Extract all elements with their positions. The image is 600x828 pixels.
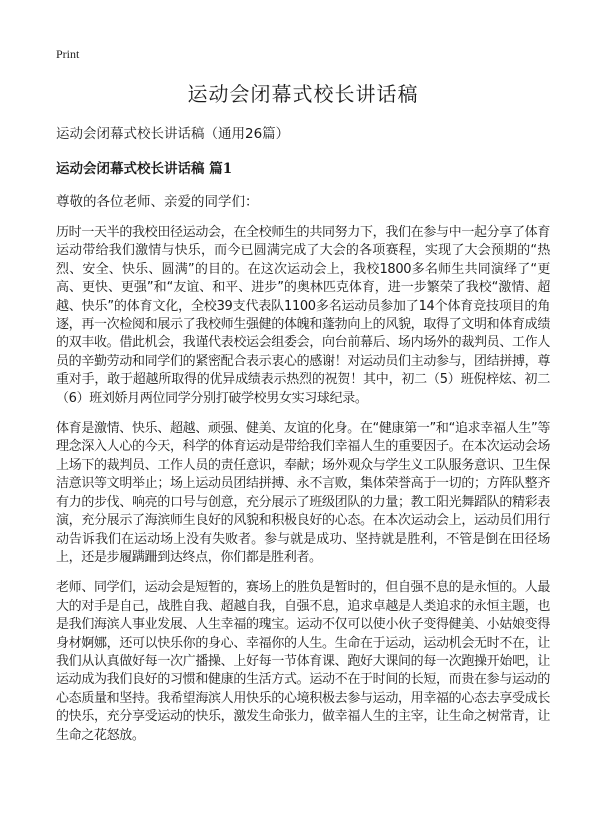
body-paragraph-3: 老师、同学们，运动会是短暂的，赛场上的胜负是暂时的，但自强不息的是永恒的。人最大的对手是自己，战胜自我、超越自我，自强不息，追求卓越是人类追求的永恒主题，也是我们海滨人事业发展、人生幸福的瑰宝。运动不仅可以使小伙子变得健美、小姑娘变得身材婀娜，还可以快乐你的身心、幸福你的人生。生命在于运动，运动机会无时不在，让我们从认真做好每一次广播操、上好每一节体育课、跑好大课间的每一次跑操开始吧，让运动成为我们良好的习惯和健康的生活方式。运动不在于时间的长短，而贵在参与运动的心态质量和坚持。我希望海滨人用快乐的心境积极去参与运动，用幸福的心态去享受成长的快乐，充分享受运动的快乐，激发生命张力，做幸福人生的主宰，让生命之树常青，让生命之花怒放。 (56, 580, 550, 743)
print-label[interactable]: Print (56, 47, 80, 61)
document-subtitle: 运动会闭幕式校长讲话稿（通用26篇） (56, 126, 290, 142)
page-title: 运动会闭幕式校长讲话稿 (187, 82, 419, 106)
body-paragraph-2: 体育是激情、快乐、超越、顽强、健美、友谊的化身。在“健康第一”和“追求幸福人生”等理念深入人心的今天，科学的体育运动是带给我们幸福人生的重要因子。在本次运动会场上场下的裁判员、工作人员的责任意识，奉献；场外观众与学生义工队服务意识、卫生保洁意识等文明举止；场上运动员团结拼搏、永不言败，集体荣誉高于一切的；方阵队整齐有力的步伐、响亮的口号与创意，充分展示了班级团队的力量；教工阳光舞蹈队的精彩表演，充分展示了海滨师生良好的风貌和积极良好的心态。在本次运动会上，运动员们用行动告诉我们在运动场上没有失败者。参与就是成功、坚持就是胜利，不管是倒在田径场上，还是步履蹒跚到达终点，你们都是胜利者。 (56, 421, 550, 565)
section-heading: 运动会闭幕式校长讲话稿 篇1 (56, 161, 233, 177)
greeting-line: 尊敬的各位老师、亲爱的同学们： (56, 194, 259, 210)
body-paragraph-1: 历时一天半的我校田径运动会，在全校师生的共同努力下，我们在参与中一起分享了体育运动带给我们激情与快乐，而今已圆满完成了大会的各项赛程，实现了大会预期的“热烈、安全、快乐、圆满”的目的。在这次运动会上，我校1800多名师生共同演绎了“更高、更快、更强”和“友谊、和平、进步”的奥林匹克体育，进一步繁荣了我校“激情、超越、快乐”的体育文化，全校39支代表队1100多名运动员参加了14个体育竞技项目的角逐，再一次检阅和展示了我校师生强健的体魄和蓬勃向上的风貌，取得了文明和体育成绩的双丰收。借此机会，我谨代表校运会组委会，向台前幕后、场内场外的裁判员、工作人员的辛勤劳动和同学们的紧密配合表示衷心的感谢！对运动员们主动参与，团结拼搏，尊重对手，敢于超越所取得的优异成绩表示热烈的祝贺！其中，初二（5）班倪梓炫、初二（6）班刘娇月两位同学分别打破学校男女实习球纪录。 (56, 225, 550, 406)
